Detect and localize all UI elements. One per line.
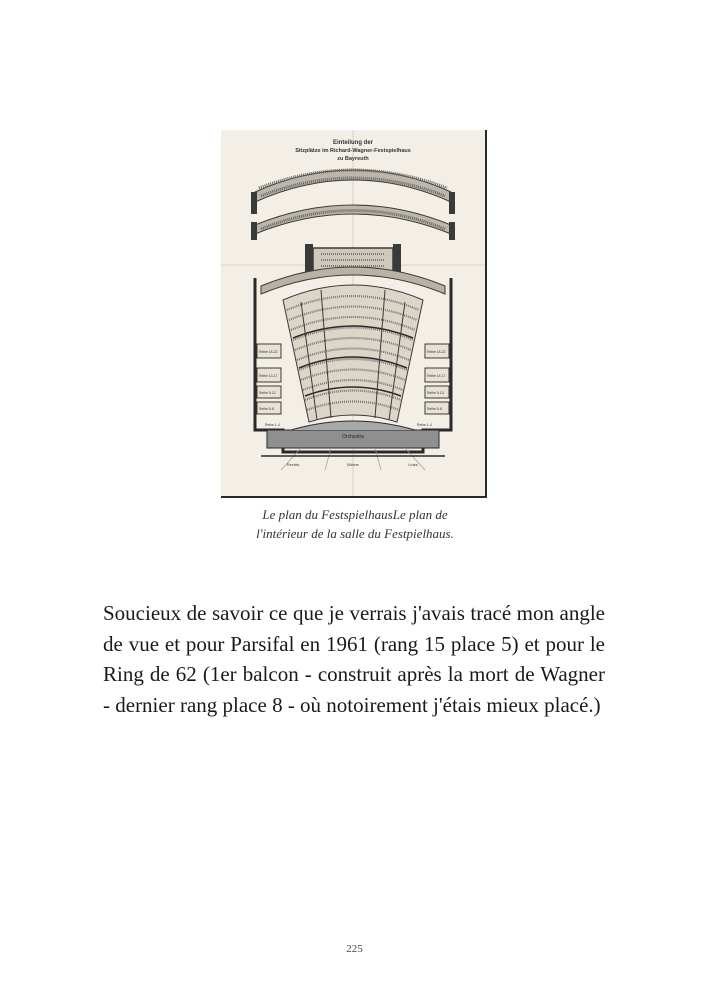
plan-title-line2: Sitzplätze im Richard-Wagner-Festspielhaus — [295, 148, 411, 154]
orchestra-label: Orchestra — [342, 434, 364, 440]
row-label-right-2: Reihe 14-17 — [427, 374, 446, 378]
caption-line-1: Le plan du FestspielhausLe plan de — [262, 507, 448, 522]
seating-plan-drawing — [221, 130, 485, 496]
row-label-left-3: Reihe 9-12 — [259, 391, 276, 395]
stage-right-label: Links — [408, 462, 418, 467]
row-label-right-5: Reihe 1-4 — [417, 423, 432, 427]
row-label-right-4: Reihe 5-8 — [427, 407, 442, 411]
row-label-right-3: Reihe 9-13 — [427, 391, 444, 395]
stage-label: Bühne — [347, 462, 359, 467]
row-label-right-1: Reihe 18-22 — [427, 350, 446, 354]
row-label-left-5: Reihe 1-4 — [265, 423, 280, 427]
plan-title-line1: Einteilung der — [332, 140, 374, 146]
row-label-left-1: Reihe 18-22 — [259, 350, 278, 354]
plan-title-line3: zu Bayreuth — [337, 156, 369, 162]
page-number: 225 — [346, 943, 363, 955]
caption-line-2: l'intérieur de la salle du Festpielhaus. — [256, 526, 454, 541]
seating-plan-image — [221, 130, 487, 498]
figure-caption — [210, 505, 500, 543]
body-paragraph: Soucieux de savoir ce que je verrais j'avais tracé mon angle de vue et pour Parsifal en 1961 (rang 15 place 5) et pour le Ring de 62 (1er balcon - construit après la mort de Wagner - dernier rang place 8 - où notoirement j'étais mieux placé.) — [103, 601, 605, 717]
row-label-left-4: Reihe 5-8 — [259, 407, 274, 411]
row-label-left-2: Reihe 13-17 — [259, 374, 278, 378]
stage-left-label: Rechts — [286, 462, 300, 467]
